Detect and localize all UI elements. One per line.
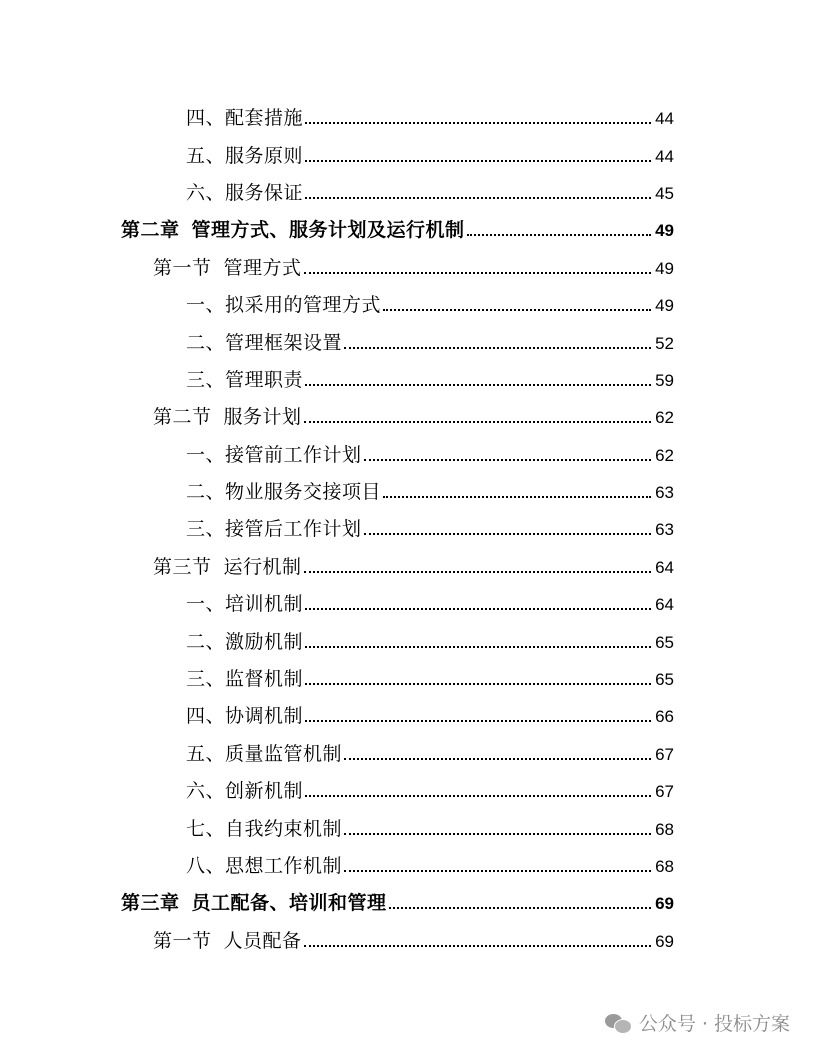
toc-entry-number: 六、 [186, 780, 226, 803]
toc-page-number: 63 [655, 483, 674, 503]
toc-entry[interactable] [0, 399, 816, 436]
toc-entry[interactable] [0, 923, 816, 960]
toc-entry[interactable] [0, 437, 816, 474]
toc-page-number: 49 [655, 296, 674, 316]
toc-page-number: 44 [655, 146, 674, 166]
toc-entry[interactable] [0, 324, 816, 361]
toc-entry[interactable] [0, 549, 816, 586]
toc-entry-title [186, 443, 362, 466]
dot-leader [305, 197, 651, 199]
toc-page-number: 59 [655, 370, 674, 390]
toc-entry-text: 物业服务交接项目 [225, 481, 382, 504]
toc-entry[interactable] [0, 287, 816, 324]
toc-entry[interactable] [0, 698, 816, 735]
toc-entry-text: 创新机制 [225, 780, 304, 803]
toc-entry-number: 五、 [186, 144, 226, 167]
toc-page-number: 68 [655, 857, 674, 876]
dot-leader [305, 646, 651, 648]
toc-entry-number: 一、 [186, 294, 226, 317]
toc-entry-title [153, 555, 302, 578]
toc-entry[interactable] [0, 810, 816, 847]
toc-page-number: 65 [655, 670, 674, 690]
toc-page-number: 63 [655, 520, 674, 540]
toc-entry-title [186, 595, 303, 614]
toc-entry-text: 服务原则 [225, 144, 304, 167]
dot-leader [304, 272, 652, 274]
toc-entry-number: 三、 [186, 518, 226, 541]
toc-page-number: 69 [655, 894, 674, 914]
toc-entry-title [153, 929, 302, 952]
dot-leader [344, 758, 651, 760]
toc-page-number: 69 [655, 931, 674, 951]
toc-entry[interactable] [0, 175, 816, 212]
toc-entry-number: 七、 [186, 817, 226, 840]
toc-entry[interactable] [0, 661, 816, 698]
toc-entry-title [153, 256, 302, 279]
toc-entry-text: 管理框架设置 [225, 331, 343, 354]
toc-entry[interactable] [0, 362, 816, 399]
toc-entry-title [186, 857, 342, 876]
dot-leader [344, 870, 651, 872]
toc-page-number: 64 [655, 557, 674, 577]
toc-entry-number: 三、 [186, 368, 226, 391]
toc-entry[interactable] [0, 586, 816, 623]
toc-entry-title [186, 109, 303, 128]
toc-entry-number: 第二章 [121, 219, 180, 242]
toc-page-number: 66 [655, 707, 674, 727]
toc-page-number: 52 [655, 333, 674, 353]
wechat-icon [605, 1012, 631, 1034]
toc-entry[interactable] [0, 848, 816, 885]
toc-entry[interactable] [0, 511, 816, 548]
toc-entry-number: 一、 [186, 443, 226, 466]
toc-entry-number: 第三章 [121, 892, 180, 915]
table-of-contents [0, 100, 816, 960]
toc-entry-text: 管理方式 [223, 256, 302, 279]
toc-page-number: 68 [655, 819, 674, 839]
toc-entry[interactable] [0, 623, 816, 660]
dot-leader [364, 533, 652, 535]
toc-entry-text: 接管后工作计划 [225, 518, 362, 541]
dot-leader [305, 384, 651, 386]
toc-entry-text: 管理职责 [225, 368, 304, 391]
toc-page-number: 49 [655, 258, 674, 278]
toc-page-number: 45 [655, 183, 674, 203]
toc-entry-number: 五、 [186, 742, 226, 765]
toc-entry-title [186, 670, 303, 689]
dot-leader [305, 720, 651, 722]
toc-entry-title [186, 520, 362, 539]
toc-entry-number: 二、 [186, 481, 226, 504]
dot-leader [344, 833, 651, 835]
toc-entry-title [186, 782, 303, 801]
toc-entry-text: 质量监管机制 [225, 742, 343, 765]
toc-entry-text: 拟采用的管理方式 [225, 294, 382, 317]
toc-entry-number: 六、 [186, 181, 226, 204]
toc-entry[interactable] [0, 885, 816, 922]
toc-entry[interactable] [0, 773, 816, 810]
toc-entry-text: 激励机制 [225, 630, 304, 653]
toc-entry-title [186, 817, 343, 840]
toc-entry-text: 运行机制 [223, 555, 302, 578]
dot-leader [304, 571, 652, 573]
watermark [605, 1009, 790, 1036]
toc-page-number: 67 [655, 744, 674, 764]
toc-entry-number: 四、 [186, 705, 226, 728]
toc-page-number: 64 [655, 595, 674, 615]
toc-entry-text: 协调机制 [225, 705, 304, 728]
toc-entry-number: 一、 [186, 593, 226, 616]
toc-entry-text: 服务保证 [225, 181, 304, 204]
toc-entry-text: 接管前工作计划 [225, 443, 362, 466]
toc-entry-text: 监督机制 [225, 668, 304, 691]
toc-entry-title [186, 483, 381, 502]
dot-leader [305, 608, 651, 610]
toc-page-number: 67 [655, 782, 674, 802]
dot-leader [344, 347, 651, 349]
dot-leader [305, 795, 651, 797]
toc-entry-number: 第三节 [153, 555, 212, 578]
toc-entry-number: 二、 [186, 630, 226, 653]
toc-entry-title [153, 408, 302, 427]
toc-entry-text: 思想工作机制 [225, 855, 343, 877]
toc-entry[interactable] [0, 474, 816, 511]
dot-leader [364, 459, 652, 461]
toc-entry-title [186, 630, 304, 653]
toc-entry-text: 自我约束机制 [225, 817, 343, 840]
toc-page-number: 44 [655, 109, 674, 129]
watermark-text: 公众号 · 投标方案 [638, 1013, 790, 1035]
toc-entry[interactable] [0, 212, 816, 249]
toc-entry[interactable] [0, 137, 816, 174]
toc-entry-number: 三、 [186, 668, 226, 691]
toc-page-number: 49 [655, 221, 674, 241]
toc-entry-title [121, 221, 465, 240]
toc-entry[interactable] [0, 100, 816, 137]
dot-leader [467, 234, 652, 236]
toc-entry-text: 管理方式、服务计划及运行机制 [191, 219, 465, 242]
dot-leader [305, 683, 651, 685]
toc-entry[interactable] [0, 736, 816, 773]
toc-entry-title [186, 296, 381, 315]
toc-entry-text: 员工配备、培训和管理 [191, 892, 387, 915]
toc-entry[interactable] [0, 250, 816, 287]
toc-entry-text: 配套措施 [225, 107, 304, 130]
toc-page-number: 62 [655, 445, 674, 465]
toc-entry-text: 人员配备 [223, 929, 302, 952]
toc-entry-title [186, 368, 304, 391]
toc-entry-title [186, 331, 343, 354]
toc-entry-title [186, 144, 304, 167]
dot-leader [305, 122, 651, 124]
toc-entry-number: 二、 [186, 331, 226, 354]
dot-leader [305, 160, 651, 162]
toc-entry-text: 服务计划 [223, 406, 302, 429]
dot-leader [304, 421, 652, 423]
toc-entry-title [186, 707, 303, 726]
dot-leader [389, 907, 652, 909]
toc-entry-number: 第一节 [153, 929, 212, 952]
dot-leader [304, 945, 652, 947]
toc-entry-title [186, 181, 304, 204]
toc-entry-number: 四、 [186, 107, 226, 130]
dot-leader [383, 496, 651, 498]
dot-leader [383, 309, 651, 311]
toc-entry-number: 第一节 [153, 256, 212, 279]
toc-entry-number: 第二节 [153, 406, 212, 429]
toc-page-number: 62 [655, 408, 674, 428]
toc-entry-title [186, 742, 343, 765]
toc-entry-number: 八、 [186, 855, 226, 877]
toc-page-number: 65 [655, 632, 674, 652]
toc-entry-title [121, 894, 387, 913]
toc-entry-text: 培训机制 [225, 593, 304, 616]
